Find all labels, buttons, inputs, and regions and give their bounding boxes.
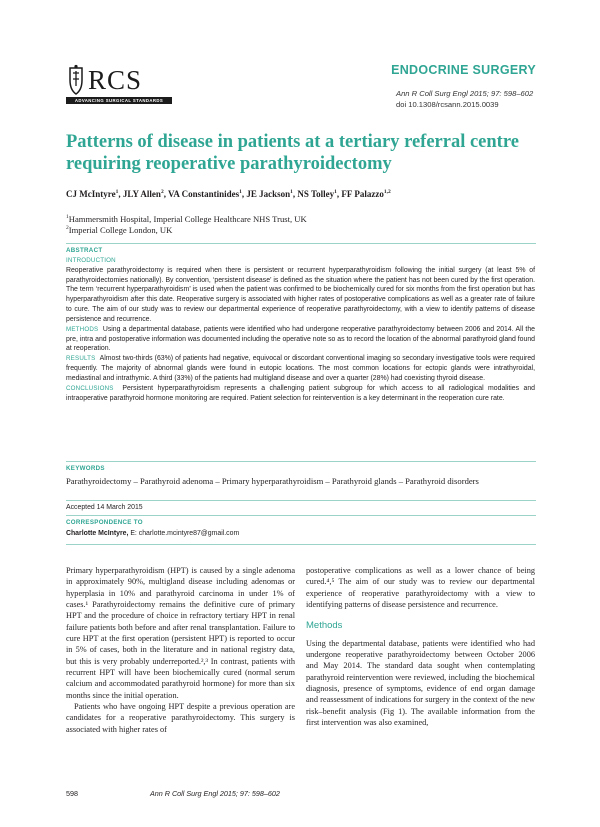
page-number: 598 bbox=[66, 789, 78, 798]
affiliation-item bbox=[66, 214, 307, 225]
journal-info bbox=[396, 88, 536, 110]
body-paragraph: Primary hyperparathyroidism (HPT) is caused by a single adenoma in approximately 90%, multigland disease including adenomas or hyperplasia in 10% and parathyroid carcinoma in under 1% of cases.¹ Parathyroidectomy remains the definitive cure of primary HPT and the procedure of choice in refractory tertiary HPT in renal failure patients both before and after renal transplantation. Failure to cure HPT at the first operation (persistent HPT) is reported to occur in 5% of cases, both in the literature and in national registry data, but this is very probably underreported.²,³ In contrast, patients with recurrent HPT will have been biochemically cured (normal serum calcium and accommodated parathyroid hormone) for more than six months since the initial operation. bbox=[66, 566, 295, 700]
author-list: CJ McIntyre$^1$, JLY Allen$^2$, VA Constantinides$^1$, JE Jackson$^1$, NS Tolley$^1$, FF Palazzo$^{1,2}$ bbox=[66, 189, 391, 199]
divider bbox=[66, 544, 536, 545]
affiliations bbox=[66, 214, 307, 236]
author-affiliation: 1 bbox=[290, 189, 293, 195]
correspondence-heading: CORRESPONDENCE TO bbox=[66, 519, 143, 526]
author-name: FF Palazzo bbox=[341, 189, 384, 199]
keywords-text: Parathyroidectomy – Parathyroid adenoma – Primary hyperparathyroidism – Parathyroid glands – Parathyroid disorders bbox=[66, 476, 479, 486]
article-title: Patterns of disease in patients at a tertiary referral centre requiring reoperative parathyroidectomy bbox=[66, 132, 519, 174]
conclusions-label: CONCLUSIONS bbox=[66, 384, 114, 392]
results-label: RESULTS bbox=[66, 355, 96, 363]
body-paragraph: postoperative complications as well as a lower chance of being cured.⁴,⁵ The aim of our study was to review our departmental experience of reoperative parathyroidectomy with a view to identifying patterns of disease persistence and recurrence. bbox=[306, 566, 535, 610]
footer-citation: Ann R Coll Surg Engl 2015; 97: 598–602 bbox=[150, 789, 280, 798]
keywords-heading: KEYWORDS bbox=[66, 465, 105, 472]
author-name: JE Jackson bbox=[246, 189, 291, 199]
affiliation-number: 1 bbox=[66, 214, 69, 221]
affiliation-number: 2 bbox=[66, 225, 69, 232]
accepted-date: Accepted 14 March 2015 bbox=[66, 504, 143, 511]
abstract-intro: Reoperative parathyroidectomy is required when there is persistent or recurrent hyperparathyroidism following the initial surgery (at least 5% of parathyroidectomies nationally). By convention, ‘persistent disease’ is defined as the situation where the patient has not been cured by the first operation. The term ‘recurrent hyperparathyroidism’ is used when the patient was confirmed to be biochemically cured for six months from the first operation but has hyperparathyroidism after this date. Reoperative surgery is associated with higher rates of postoperative complications as well as a greater rate of failure to cure. The aim of our study was to review our departmental experience of reoperative parathyroidectomy, with a view to identify patterns of disease persistence and recurrence. bbox=[66, 266, 535, 323]
intro-label: INTRODUCTION bbox=[66, 256, 116, 264]
author-name: CJ McIntyre bbox=[66, 189, 116, 199]
divider bbox=[66, 500, 536, 501]
logo-text: RCS bbox=[88, 65, 143, 95]
author-affiliation: 1 bbox=[239, 189, 242, 195]
affiliation-text: Hammersmith Hospital, Imperial College Healthcare NHS Trust, UK bbox=[68, 214, 307, 224]
body-column-left bbox=[66, 565, 295, 735]
author-name: VA Constantinides bbox=[168, 189, 240, 199]
author-affiliation: 1 bbox=[334, 189, 337, 195]
abstract bbox=[66, 246, 535, 404]
methods-heading: Methods bbox=[306, 620, 343, 632]
author-name: JLY Allen bbox=[122, 189, 161, 199]
abstract-methods: Using a departmental database, patients were identified who had undergone reoperative parathyroidectomy between 2006 and 2014. All the pre, intra and postoperative information was documented including the operative note so as to record the location of the abnormal parathyroid gland found at reoperation. bbox=[66, 325, 535, 353]
correspondence bbox=[66, 530, 239, 537]
abstract-results: Almost two-thirds (63%) of patients had negative, equivocal or discordant conventional imaging so secondary investigative tools were required frequently. The majority of abnormal glands were found in eutopic locations. The most common locations for ectopic glands were intrathyroidal, mediastinal and intrathymic. A third (33%) of the patients had multigland disease and over a quarter (28%) had coexisting thyroid disease. bbox=[66, 355, 535, 382]
journal-citation: Ann R Coll Surg Engl 2015; 97: 598–602 bbox=[396, 89, 534, 98]
body-paragraph: Patients who have ongoing HPT despite a previous operation are candidates for a reoperative parathyroidectomy. This surgery is associated with higher rates of bbox=[66, 702, 295, 734]
correspondence-name: Charlotte McIntyre, bbox=[66, 530, 129, 537]
logo-tagline: ADVANCING SURGICAL STANDARDS bbox=[66, 97, 172, 104]
affiliation-text: Imperial College London, UK bbox=[68, 225, 173, 235]
divider bbox=[66, 515, 536, 516]
affiliation-item bbox=[66, 225, 307, 236]
abstract-conclusions-para bbox=[66, 384, 535, 404]
abstract-conclusions: Persistent hyperparathyroidism represents a challenging patient subgroup for which access to all radiological modalities and intraoperative parathyroid hormone monitoring are required. Patient selection for reintervention is a key determinant in the reoperation cure rate. bbox=[66, 384, 535, 402]
divider bbox=[66, 461, 536, 462]
body-paragraph: Using the departmental database, patients were identified who had undergone reoperative parathyroidectomy between October 2006 and May 2014. The standard data sought when contemplating parathyroid reintervention were reviewed, including the biochemical diagnosis, presence of symptoms, evidence of end organ damage and reassessment of indications for surgery in the context of the new risk–benefit analysis (Fig 1). The available information from the first intervention was also examined, bbox=[306, 638, 535, 728]
abstract-results-para bbox=[66, 354, 535, 384]
author-affiliation: 2 bbox=[160, 189, 164, 195]
abstract-heading: ABSTRACT bbox=[66, 247, 103, 254]
methods-label: METHODS bbox=[66, 325, 99, 333]
author-affiliation: 1,2 bbox=[383, 189, 391, 195]
author-name: NS Tolley bbox=[297, 189, 335, 199]
divider bbox=[66, 243, 536, 244]
crest-icon bbox=[66, 64, 86, 96]
body-column-right bbox=[306, 565, 535, 728]
author-affiliation: 1 bbox=[115, 189, 119, 195]
abstract-methods-para bbox=[66, 325, 535, 355]
correspondence-email: E: charlotte.mcintyre87@gmail.com bbox=[128, 530, 240, 537]
journal-doi: doi 10.1308/rcsann.2015.0039 bbox=[396, 100, 499, 109]
section-label: ENDOCRINE SURGERY bbox=[391, 63, 536, 77]
